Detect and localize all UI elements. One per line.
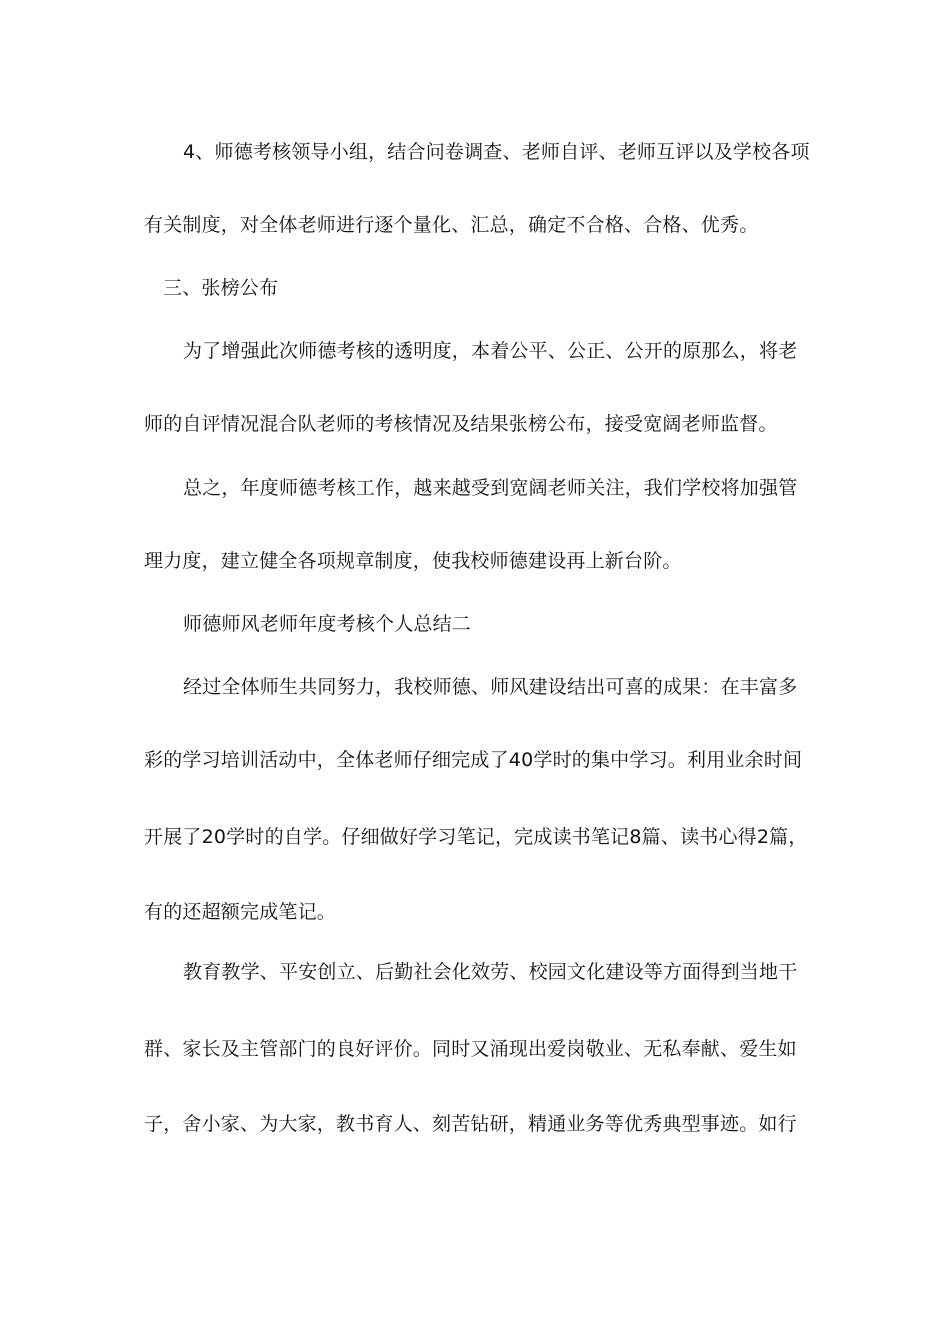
- paragraph-line: 有的还超额完成笔记。: [144, 901, 337, 923]
- paragraph-line: 彩的学习培训活动中，全体老师仔细完成了40学时的集中学习。利用业余时间: [144, 749, 803, 771]
- paragraph-line: 经过全体师生共同努力，我校师德、师风建设结出可喜的成果：在丰富多: [183, 676, 798, 698]
- paragraph-line: 有关制度，对全体老师进行逐个量化、汇总，确定不合格、合格、优秀。: [144, 214, 759, 236]
- paragraph-line: 子，舍小家、为大家，教书育人、刻苦钻研，精通业务等优秀典型事迹。如行: [144, 1113, 797, 1135]
- paragraph-line: 群、家长及主管部门的良好评价。同时又涌现出爱岗敬业、无私奉献、爱生如: [144, 1038, 797, 1060]
- paragraph-line: 开展了20学时的自学。仔细做好学习笔记，完成读书笔记8篇、读书心得2篇，: [144, 826, 808, 848]
- paragraph-line: 为了增强此次师德考核的透明度，本着公平、公正、公开的原那么，将老: [183, 340, 798, 362]
- paragraph-line: 教育教学、平安创立、后勤社会化效劳、校园文化建设等方面得到当地干: [183, 961, 798, 983]
- document-subtitle: 师德师风老师年度考核个人总结二: [183, 613, 472, 635]
- paragraph-line: 师的自评情况混合队老师的考核情况及结果张榜公布，接受宽阔老师监督。: [144, 413, 778, 435]
- section-heading: 三、张榜公布: [163, 277, 279, 299]
- paragraph-line: 4、师德考核领导小组，结合问卷调查、老师自评、老师互评以及学校各项: [183, 141, 810, 163]
- paragraph-line: 理力度，建立健全各项规章制度，使我校师德建设再上新台阶。: [144, 550, 682, 572]
- paragraph-line: 总之，年度师德考核工作，越来越受到宽阔老师关注，我们学校将加强管: [183, 477, 798, 499]
